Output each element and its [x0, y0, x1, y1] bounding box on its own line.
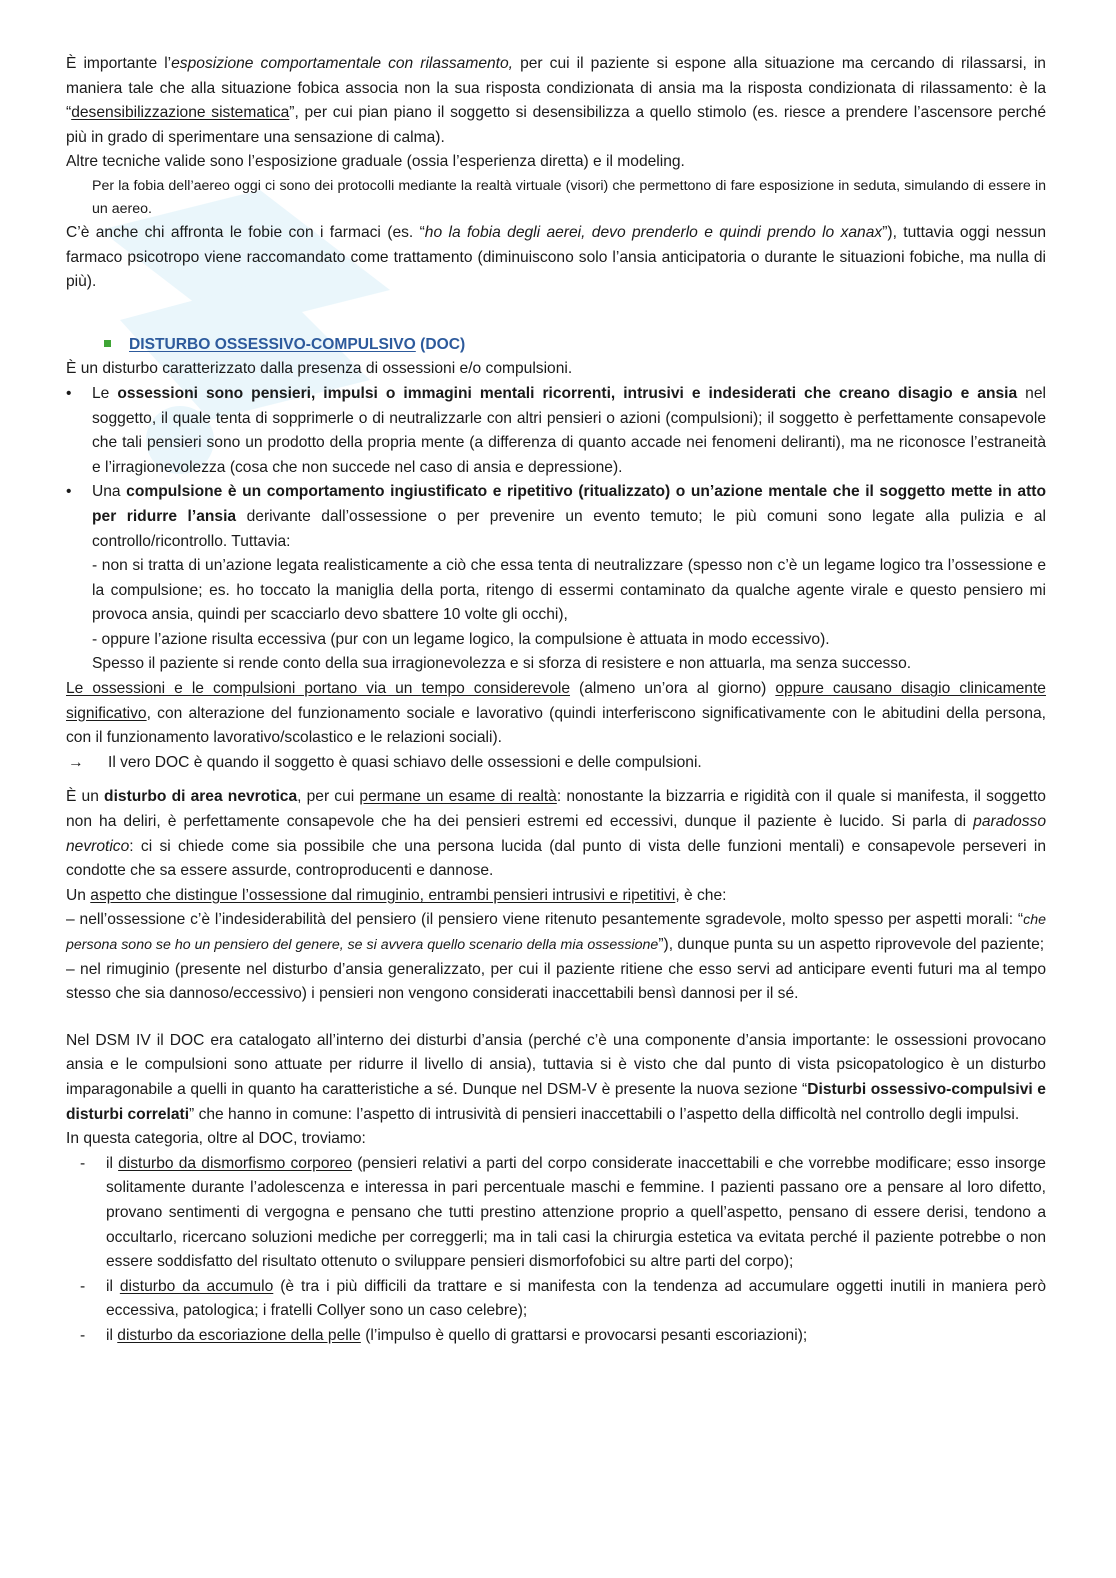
paragraph-categoria: In questa categoria, oltre al DOC, troviamo: [66, 1130, 366, 1148]
paragraph-tempo-considerevole: Le ossessioni e le compulsioni portano via un tempo considerevole (almeno un’ora al giorno) oppure causano disagio clinicamente significativo, con alterazione del funzionamento sociale e lavorativo (quindi interferiscono significativamente con le abitudini della persona, con il funzionamento lavorativo/scolastico e le relazioni sociali). [66, 680, 1046, 747]
paragraph-realta-virtuale: Per la fobia dell’aereo oggi ci sono dei protocolli mediante la realtà virtuale (visori) che permettono di fare esposizione in seduta, simulando di essere in un aereo. [92, 177, 1046, 217]
paragraph-esposizione: È importante l’esposizione comportamentale con rilassamento, per cui il paziente si espone alla situazione ma cercando di rilassarsi, in maniera tale che alla situazione fobica associa non la sua risposta condizionata di ansia ma la risposta condizionata di rilassamento: è la “desensibilizzazione sistematica”, per cui pian piano il soggetto si desensibilizza a quello stimolo (es. riesce a prendere l’ascensore perché più in grado di sperimentare una sensazione di calma). [66, 55, 1046, 146]
paragraph-ossessione: – nell’ossessione c’è l’indesiderabilità del pensiero (il pensiero viene ritenuto pesantemente sgradevole, molto spesso per aspetti morali: “che persona sono se ho un pensiero del genere, se si avvera quello scenario della mia ossessione”), dunque punta su un aspetto riprovevole del paziente; [66, 911, 1046, 953]
dash-bullet: - [80, 1277, 86, 1295]
paragraph-compulsione-line3: Spesso il paziente si rende conto della sua irragionevolezza e si sforza di resistere e non attuarla, ma senza successo. [92, 655, 912, 673]
list-item-ossessioni: • Le ossessioni sono pensieri, impulsi o immagini mentali ricorrenti, intrusivi e indesiderati che creano disagio e ansia nel soggetto, il quale tenta di sopprimerle o di neutralizzarle con altri pensieri o azioni (compulsioni); il soggetto è perfettamente consapevole che tali pensieri sono un prodotto della propria mente (a differenza di quanto accade nei fenomeni deliranti), ma ne riconosce l’estraneità e l’irragionevolezza (cosa che non succede nel caso di ansia e depressione). [66, 382, 1046, 480]
list-item-escoriazione: - il disturbo da escoriazione della pelle (l’impulso è quello di grattarsi e provocarsi pesanti escoriazioni); [66, 1324, 1046, 1349]
paragraph-farmaci: C’è anche chi affronta le fobie con i farmaci (es. “ho la fobia degli aerei, devo prenderlo e quindi prendo lo xanax”), tuttavia oggi nessun farmaco psicotropo viene raccomandato come trattamento (diminuiscono solo l’ansia anticipatoria o durante le situazioni fobiche, ma nulla di più). [66, 223, 1047, 291]
document-body [66, 52, 1046, 1349]
paragraph-altre-tecniche: Altre tecniche valide sono l’esposizione graduale (ossia l’esperienza diretta) e il modeling. [66, 153, 685, 171]
paragraph-compulsione-line1: - non si tratta di un’azione legata realisticamente a ciò che essa tenta di neutralizzare (spesso non c’è un legame logico tra l’ossessione e la compulsione; es. ho toccato la maniglia della porta, ritengo di essermi contaminato da qualche agente virale e questo pensiero mi provoca ansia, quindi per scacciarlo devo sbattere 10 volte gli occhi), [92, 557, 1046, 624]
bullet-icon: • [66, 483, 72, 501]
dash-bullet: - [80, 1154, 86, 1172]
paragraph-compulsione-line2: - oppure l’azione risulta eccessiva (pur con un legame logico, la compulsione è attuata in modo eccessivo). [92, 630, 830, 648]
arrow-right-icon: → [68, 753, 84, 771]
section-heading-doc: DISTURBO OSSESSIVO-COMPULSIVO (DOC) [66, 333, 1046, 358]
paragraph-dsm: Nel DSM IV il DOC era catalogato all’interno dei disturbi d’ansia (perché c’è una componente d’ansia importante: le ossessioni provocano ansia e le compulsioni sono attuate per ridurre il livello di ansia), tuttavia si è visto che dal punto di vista psicopatologico è un disturbo imparagonabile a quelli in quanto ha caratteristiche a sé. Dunque nel DSM-V è presente la nuova sezione “Disturbi ossessivo-compulsivi e disturbi correlati” che hanno in comune: l’aspetto di intrusività di pensieri inaccettabili o l’aspetto della difficoltà nel controllo degli impulsi. [66, 1031, 1046, 1123]
list-item-accumulo: - il disturbo da accumulo (è tra i più difficili da trattare e si manifesta con la tendenza ad accumulare oggetti inutili in maniera però eccessiva, patologica; i fratelli Collyer sono un caso celebre); [66, 1275, 1046, 1324]
paragraph-doc-intro: È un disturbo caratterizzato dalla presenza di ossessioni e/o compulsioni. [66, 360, 573, 378]
dash-bullet: - [80, 1326, 86, 1344]
square-bullet-icon [104, 340, 111, 347]
list-item-compulsione: • Una compulsione è un comportamento ingiustificato e ripetitivo (ritualizzato) o un’azione mentale che il soggetto mette in atto per ridurre l’ansia derivante dall’ossessione o per prevenire un evento temuto; le più comuni sono legate alla pulizia e al controllo/ricontrollo. Tuttavia: [66, 480, 1046, 554]
paragraph-rimuginio: – nel rimuginio (presente nel disturbo d’ansia generalizzato, per cui il paziente ritiene che esso servi ad anticipare eventi futuri ma al tempo stesso che sia dannoso/eccessivo) i pensieri non vengono considerati inaccettabili bensì dannosi per il sé. [66, 960, 1046, 1003]
paragraph-area-nevrotica: È un disturbo di area nevrotica, per cui permane un esame di realtà: nonostante la bizzarria e rigidità con il quale si manifesta, il soggetto non ha deliri, è perfettamente consapevole che ha dei pensieri estremi ed eccessivi, dunque il paziente è lucido. Si parla di paradosso nevrotico: ci si chiede come sia possibile che una persona lucida (dal punto di vista delle funzioni mentali) e consapevole perseveri in condotte che sa essere assurde, controproducenti e dannose. [66, 788, 1046, 880]
paragraph-rimuginio-intro: Un aspetto che distingue l’ossessione dal rimuginio, entrambi pensieri intrusivi e ripetitivi, è che: [66, 886, 727, 904]
list-item-dismorfismo: - il disturbo da dismorfismo corporeo (pensieri relativi a parti del corpo considerate inaccettabili e che vorrebbe modificare; esso insorge solitamente durante l’adolescenza e interessa in pari percentuale maschi e femmine. I pazienti passano ore a pensare al loro difetto, provano sentimenti di vergogna e pensano che tutti prestino attenzione proprio a quell’aspetto, pensano di essere derisi, tendono a occultarlo, ricercano soluzioni mediche per correggerli; ma in tali casi la chirurgia estetica va evitata perché il paziente potrebbe o non essere soddisfatto del risultato ottenuto o sviluppare pensieri dismorfofobici su altre parti del corpo); [66, 1152, 1046, 1275]
list-item-vero-doc: → Il vero DOC è quando il soggetto è quasi schiavo delle ossessioni e delle compulsioni. [66, 751, 1046, 776]
bullet-icon: • [66, 384, 72, 402]
